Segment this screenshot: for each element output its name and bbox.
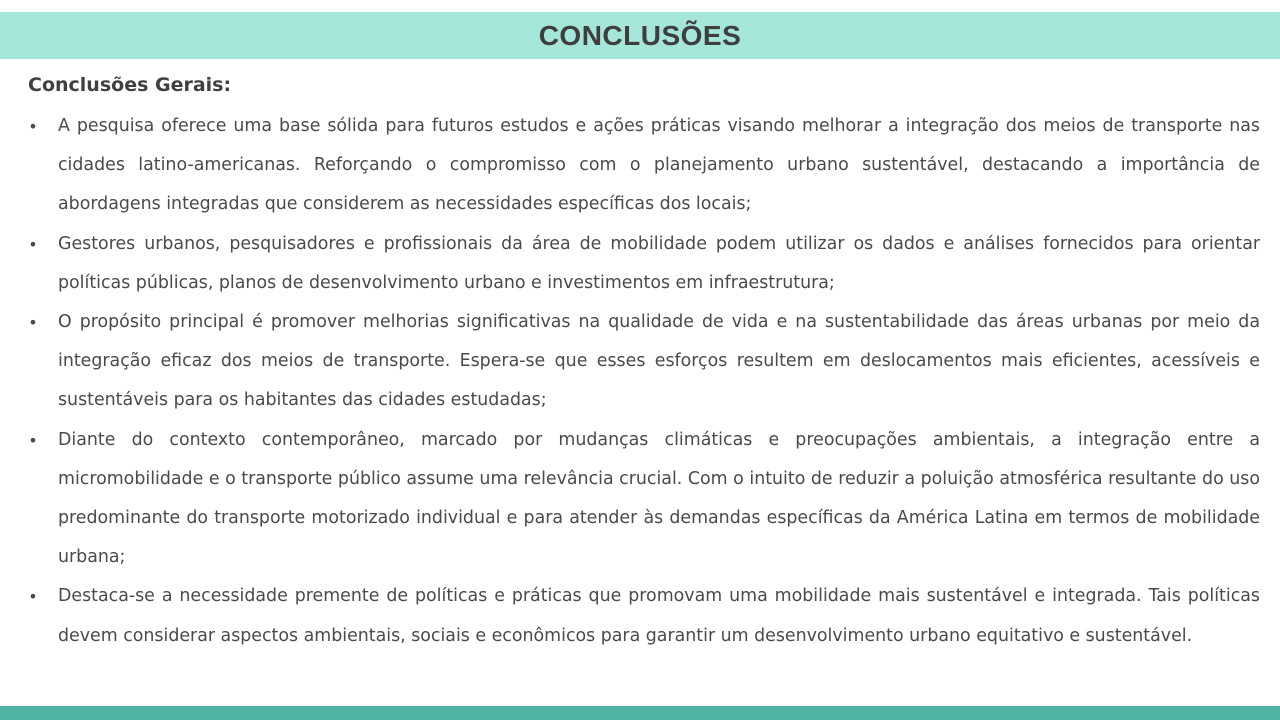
list-item-text: O propósito principal é promover melhorias significativas na qualidade de vida e na sustentabilidade das áreas urbanas por meio da integração eficaz dos meios de transporte. Espera-se que esses esforços resultem em deslocamentos mais eficientes, acessíveis e sustentáveis para os habitantes das cidades estudadas;: [58, 312, 1260, 411]
bullet-icon: •: [28, 313, 38, 333]
list-item-text: Diante do contexto contemporâneo, marcado por mudanças climáticas e preocupações ambientais, a integração entre a micromobilidade e o transporte público assume uma relevância crucial. Com o intuito de reduzir a poluição atmosférica resultante do uso predominante do transporte motorizado individual e para atender às demandas específicas da América Latina em termos de mobilidade urbana;: [58, 429, 1260, 568]
bullet-icon: •: [28, 587, 38, 607]
list-item-text: A pesquisa oferece uma base sólida para futuros estudos e ações práticas visando melhorar a integração dos meios de transporte nas cidades latino-americanas. Reforçando o compromisso com o planejamento urbano sustentável, destacando a importância de abordagens integradas que considerem as necessidades específicas dos locais;: [58, 116, 1260, 215]
title-bar: [0, 12, 1280, 59]
list-item: [28, 577, 1260, 655]
page-title: CONCLUSÕES: [538, 19, 742, 51]
list-item-text: Gestores urbanos, pesquisadores e profissionais da área de mobilidade podem utilizar os dados e análises fornecidos para orientar políticas públicas, planos de desenvolvimento urbano e investimentos em infraestrutura;: [58, 233, 1260, 293]
bullet-icon: •: [28, 430, 38, 450]
list-item: [28, 303, 1260, 421]
list-item: [28, 107, 1260, 225]
list-item-text: Destaca-se a necessidade premente de políticas e práticas que promovam uma mobilidade mais sustentável e integrada. Tais políticas devem considerar aspectos ambientais, sociais e econômicos para garantir um desenvolvimento urbano equitativo e sustentável.: [58, 586, 1260, 646]
list-item: [28, 225, 1260, 303]
section-subtitle: Conclusões Gerais:: [28, 74, 232, 96]
list-item: [28, 421, 1260, 578]
footer-bar: [0, 706, 1280, 720]
bullet-icon: •: [28, 234, 38, 254]
conclusions-list: [28, 107, 1260, 656]
bullet-icon: •: [28, 117, 38, 136]
